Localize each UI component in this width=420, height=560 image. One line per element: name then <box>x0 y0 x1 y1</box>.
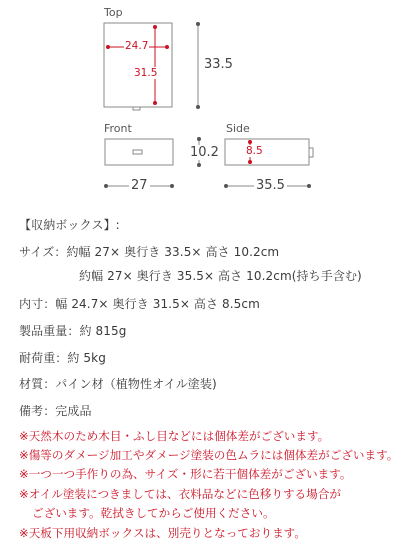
top-inner-depth-dot-bottom <box>153 101 157 105</box>
top-inner-width-dot-left <box>106 45 110 49</box>
top-inner-width-dot-right <box>165 45 169 49</box>
note-1: ※天然木のため木目・ふし目などには個体差がございます。 <box>19 429 330 443</box>
note-4-continued: ございます。乾拭きしてからご使用ください。 <box>32 506 275 520</box>
spec-heading: 【収納ボックス】: <box>19 218 120 232</box>
side-inner-height-dot-top <box>248 140 252 144</box>
front-height-dot-top <box>197 137 201 141</box>
note-5: ※天板下用収納ボックスは、別売りとなっております。 <box>19 526 306 540</box>
dimension-drawing <box>0 0 420 205</box>
spec-weight: 製品重量：約 815g <box>19 324 127 338</box>
front-height-dot-bottom <box>197 163 201 167</box>
top-inner-depth-value: 31.5 <box>134 67 158 79</box>
side-depth-dot-left <box>224 184 228 188</box>
note-3: ※一つ一つ手作りの為、サイズ・形に若干個体差がございます。 <box>19 467 352 481</box>
front-height-value: 10.2 <box>190 145 219 160</box>
front-width-dot-right <box>170 184 174 188</box>
spec-size-line1: サイズ：約幅 27× 奥行き 33.5× 高さ 10.2cm <box>19 245 280 259</box>
front-view-label: Front <box>104 122 132 135</box>
front-view-handle <box>133 150 142 154</box>
spec-size-line2: 約幅 27× 奥行き 35.5× 高さ 10.2cm(持ち手含む) <box>79 269 362 283</box>
top-view-label: Top <box>104 6 123 19</box>
side-depth-value: 35.5 <box>256 178 285 193</box>
side-inner-height-value: 8.5 <box>246 145 263 157</box>
front-width-value: 27 <box>131 178 148 193</box>
front-view-outline <box>105 139 173 165</box>
dimension-diagram <box>0 0 420 205</box>
side-view-handle <box>309 148 313 157</box>
note-4: ※オイル塗装につきましては、衣料品などに色移りする場合が <box>19 487 341 501</box>
top-outer-depth-dot-bottom <box>196 105 200 109</box>
side-view-label: Side <box>226 122 250 135</box>
top-inner-depth-dot-top <box>153 25 157 29</box>
spec-load: 耐荷重：約 5kg <box>19 351 106 365</box>
top-view-handle <box>133 107 140 110</box>
spec-material: 材質：パイン材（植物性オイル塗装) <box>19 377 217 391</box>
top-outer-depth-value: 33.5 <box>204 57 233 72</box>
spec-remarks: 備考：完成品 <box>19 404 92 418</box>
top-view-outline <box>104 23 172 107</box>
side-inner-height-dot-bottom <box>248 160 252 164</box>
top-inner-width-value: 24.7 <box>125 40 149 52</box>
side-view-outline <box>225 139 309 165</box>
top-outer-depth-dot-top <box>196 22 200 26</box>
note-2: ※傷等のダメージ加工やダメージ塗装の色ムラには個体差がございます。 <box>19 448 399 462</box>
spec-inner-size: 内寸：幅 24.7× 奥行き 31.5× 高さ 8.5cm <box>19 297 260 311</box>
front-width-dot-left <box>104 184 108 188</box>
side-depth-dot-right <box>307 184 311 188</box>
